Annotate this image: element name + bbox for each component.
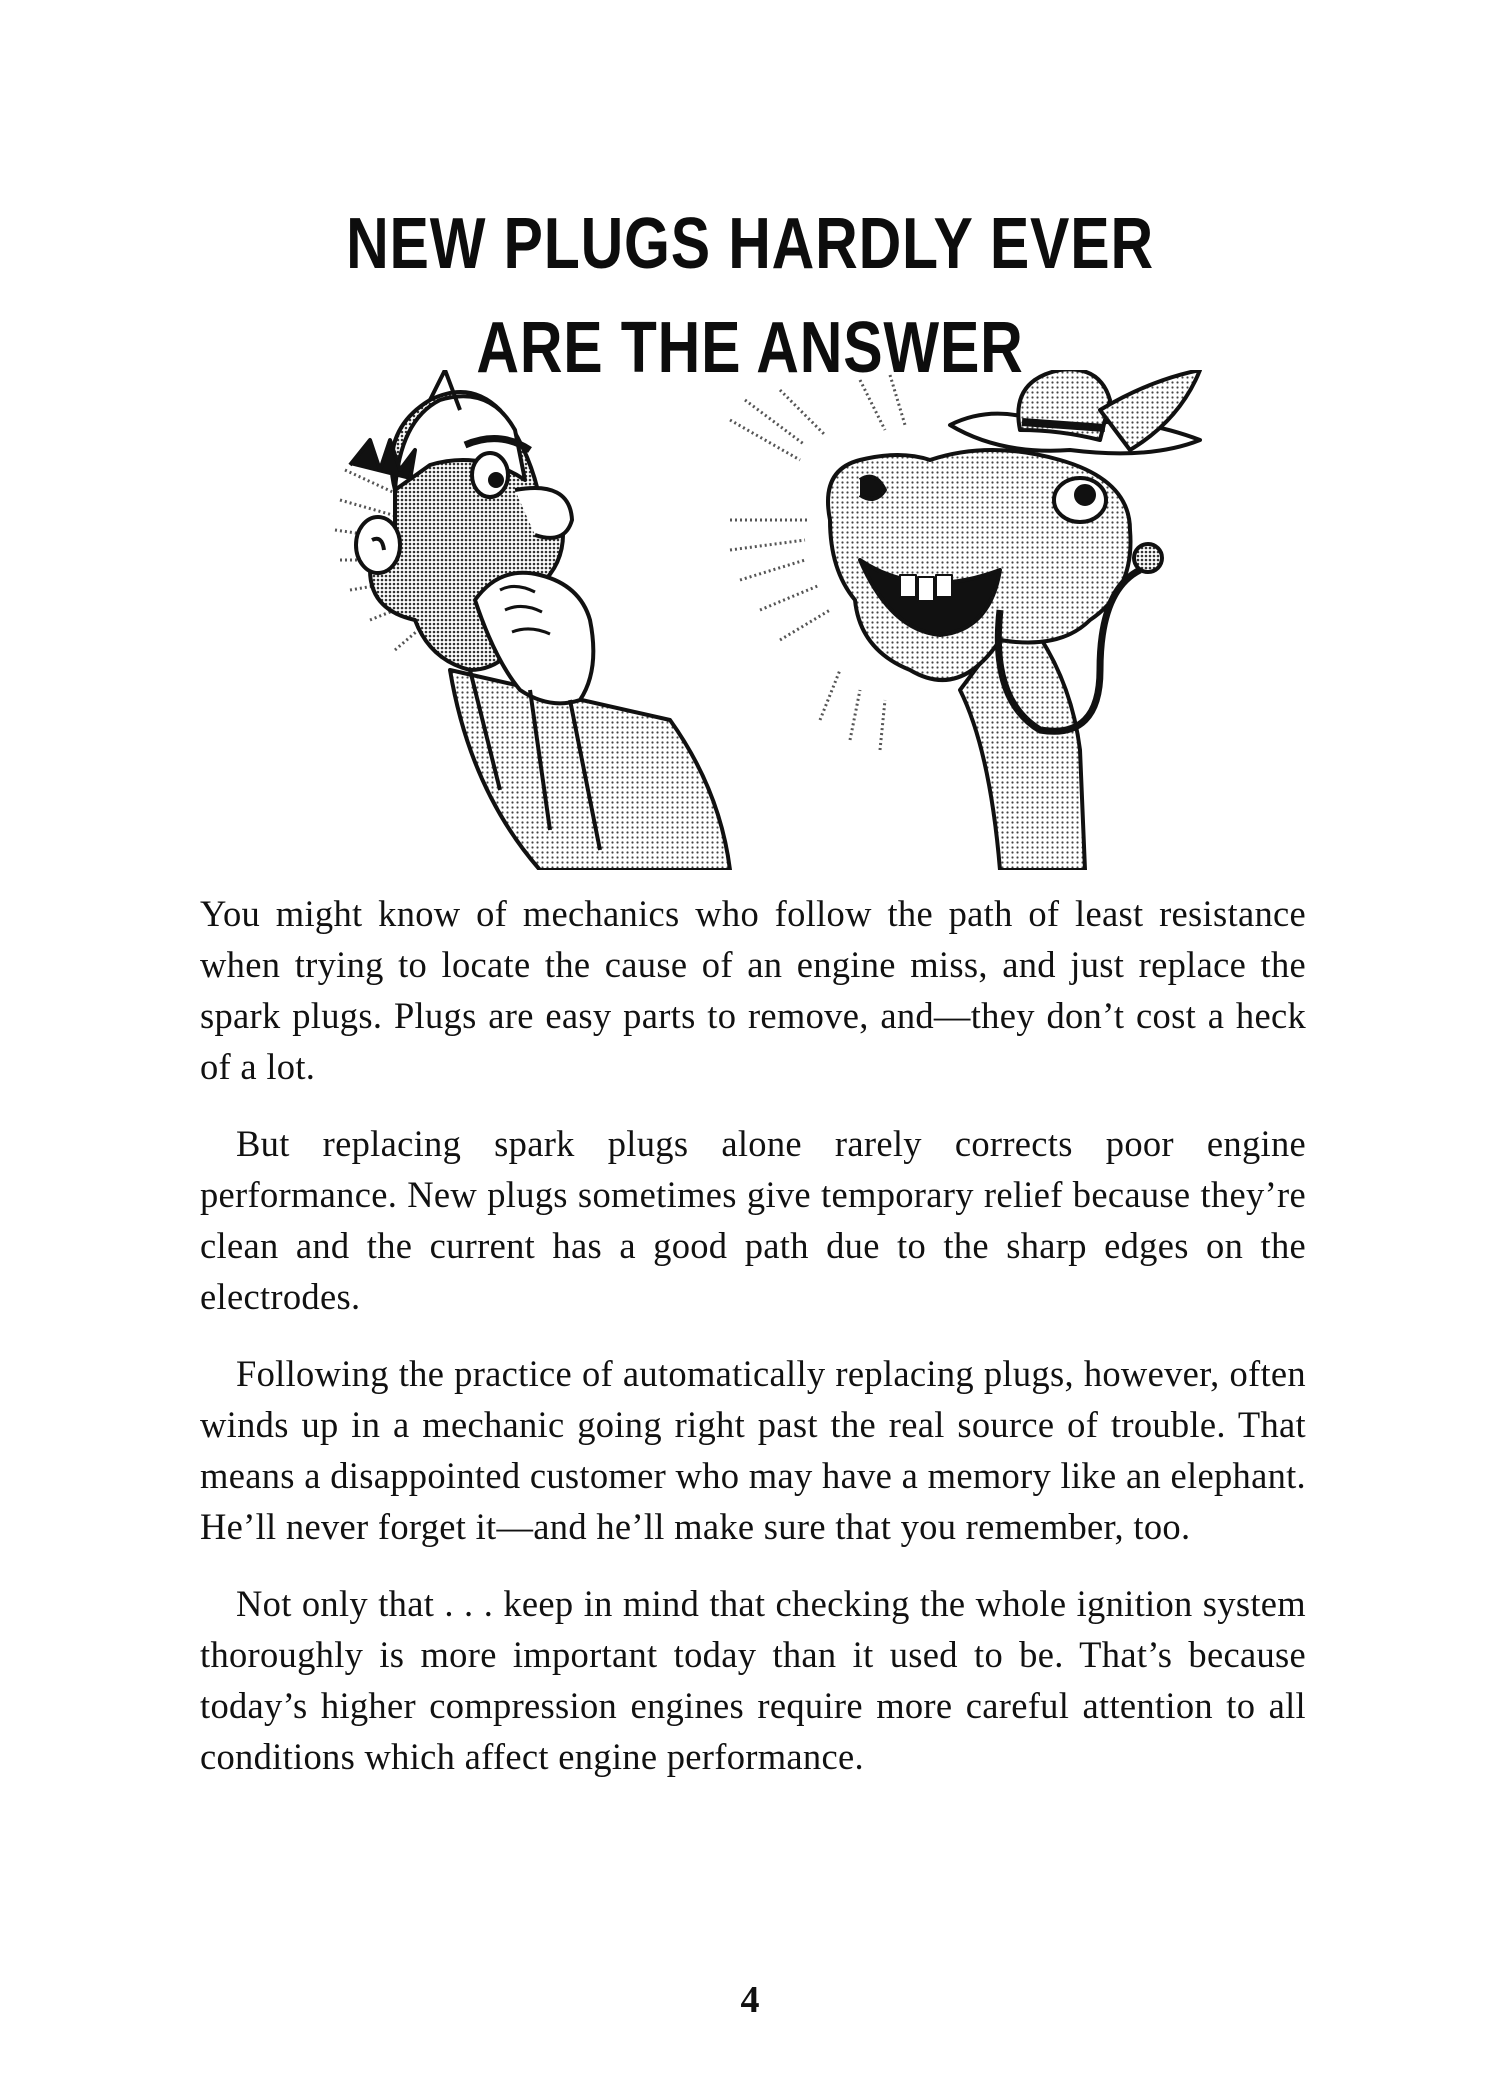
paragraph-1: You might know of mechanics who follow the path of least resistance when trying to locate the cause of an engine miss, and just replace the spark plugs. Plugs are easy parts to remove, and—they don’t cost a heck of a lot. — [200, 893, 1306, 1087]
headline-line-2: ARE THE ANSWER — [476, 308, 1024, 388]
cartoon-illustration — [300, 370, 1310, 870]
paragraph-2: But replacing spark plugs alone rarely corrects poor engine performance. New plugs sometimes give temporary relief because they’re clean and the current has a good path due to the sharp edges on the electrodes. — [200, 1123, 1306, 1317]
body-text — [200, 888, 1306, 1808]
paragraph-4: Not only that . . . keep in mind that checking the whole ignition system thoroughly is more important today than it used to be. That’s because today’s higher compression engines require more careful attention to all conditions which affect engine performance. — [200, 1583, 1306, 1777]
horse-figure — [828, 370, 1200, 870]
headline-line-1: NEW PLUGS HARDLY EVER — [346, 204, 1154, 284]
page-number: 4 — [740, 1979, 760, 2021]
mechanic-figure — [350, 370, 730, 870]
paragraph-3: Following the practice of automatically replacing plugs, however, often winds up in a mechanic going right past the real source of trouble. That means a disappointed customer who may have a memory like an elephant. He’ll never forget it—and he’ll make sure that you remember, too. — [200, 1353, 1306, 1547]
